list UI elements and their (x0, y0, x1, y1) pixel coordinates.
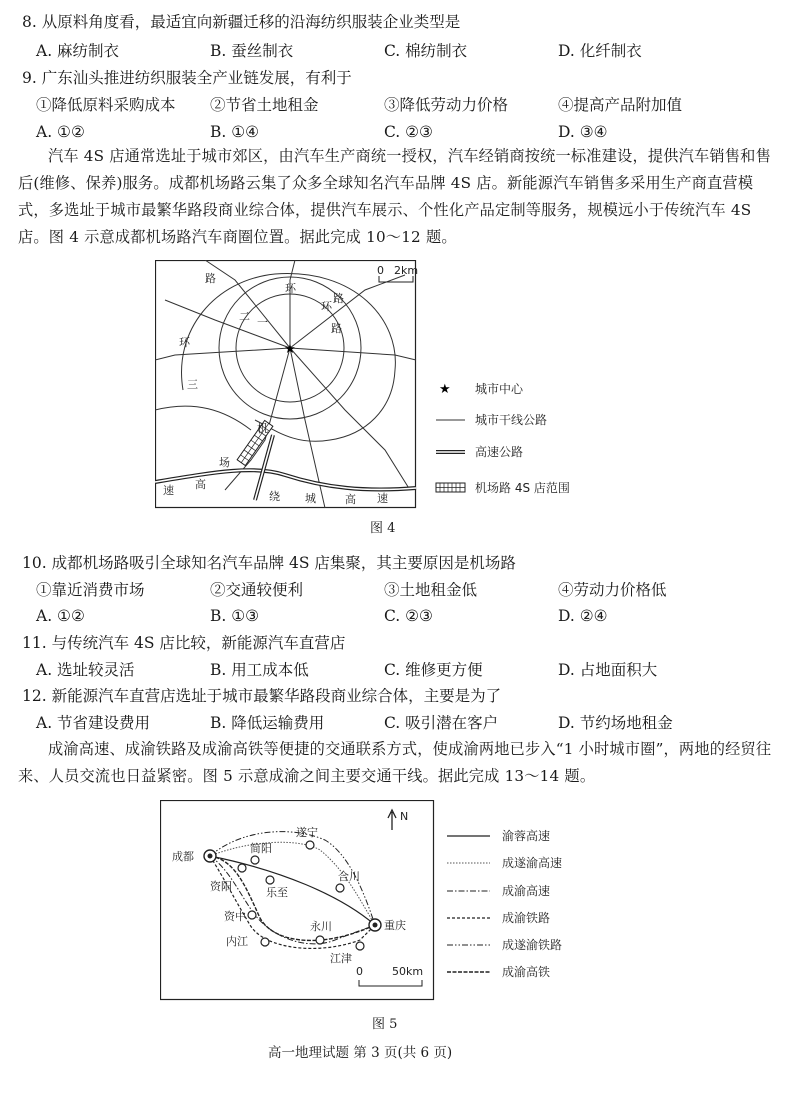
q11-option-b: B. 用工成本低 (210, 661, 309, 679)
road-label: 环 (285, 282, 296, 295)
q9-option-b: B. ①④ (210, 123, 260, 141)
road-label: 绕 (269, 490, 280, 503)
road-label: 高 (345, 493, 356, 506)
figure-4-caption: 图 4 (370, 521, 396, 536)
road-label: 路 (331, 322, 342, 335)
city-label: 资中 (224, 910, 246, 923)
q11-option-a: A. 选址较灵活 (36, 661, 135, 679)
legend-label: 机场路 4S 店范围 (475, 481, 570, 495)
q9-item-4: ④提高产品附加值 (558, 96, 683, 114)
city-label: 简阳 (250, 842, 272, 855)
city-center-icon: ★ (284, 342, 296, 357)
legend-label: 城市干线公路 (475, 413, 548, 427)
city-label: 内江 (226, 935, 248, 948)
city-label: 重庆 (384, 919, 406, 932)
scale-label: 50km (392, 965, 424, 978)
city-marker (261, 938, 269, 946)
legend-label: 高速公路 (475, 445, 524, 459)
q12-option-c: C. 吸引潜在客户 (384, 714, 499, 732)
q10-option-b: B. ①③ (210, 607, 260, 625)
legend-label: 成渝高铁 (502, 965, 551, 979)
road-label: 路 (205, 272, 216, 285)
q8-option-b: B. 蚕丝制衣 (210, 42, 294, 60)
legend-4s-zone-swatch (436, 483, 465, 492)
road-label: 三 (187, 378, 198, 391)
legend-label: 成遂渝铁路 (502, 938, 563, 952)
q9-option-c: C. ②③ (384, 123, 433, 141)
q9-option-d: D. ③④ (558, 123, 608, 141)
city-label: 合川 (338, 870, 360, 883)
legend-label: 城市中心 (475, 382, 524, 396)
scale-label: 2km (394, 264, 419, 277)
q9-item-2: ②节省土地租金 (210, 96, 319, 114)
q12-option-b: B. 降低运输费用 (210, 714, 325, 732)
road-label: 速 (163, 484, 174, 497)
figure-5-caption: 图 5 (372, 1017, 398, 1032)
q10-option-c: C. ②③ (384, 607, 433, 625)
city-label: 资阳 (210, 880, 232, 893)
q11-option-d: D. 占地面积大 (558, 661, 658, 679)
q8-option-c: C. 棉纺制衣 (384, 42, 468, 60)
scale-zero: 0 (356, 965, 363, 978)
q8-stem: 8. 从原料角度看，最适宜向新疆迁移的沿海纺织服装企业类型是 (22, 13, 461, 31)
q10-stem: 10. 成都机场路吸引全球知名汽车品牌 4S 店集聚，其主要原因是机场路 (22, 554, 516, 572)
road-label: 一 (257, 316, 268, 329)
figure-5-map (160, 800, 600, 1002)
legend-label: 成渝铁路 (502, 911, 551, 925)
road-label: 机 (257, 422, 268, 435)
legend-label: 成遂渝高速 (502, 856, 563, 870)
q12-option-a: A. 节省建设费用 (36, 714, 151, 732)
legend-label: 渝蓉高速 (502, 829, 551, 843)
city-marker (266, 876, 274, 884)
road-label: 二 (239, 310, 250, 323)
q10-option-d: D. ②④ (558, 607, 608, 625)
city-center-legend-icon: ★ (439, 382, 451, 397)
page-footer: 高一地理试题 第 3 页(共 6 页) (268, 1045, 453, 1061)
q10-item-2: ②交通较便利 (210, 581, 304, 599)
road-label: 路 (333, 292, 344, 305)
passage-chengyu-transport: 成渝高速、成渝铁路及成渝高铁等便捷的交通联系方式，使成渝两地已步入“1 小时城市圈”，两地的经贸往来、人员交流也日益紧密。图 5 示意成渝之间主要交通干线。据此完成 13～14 题。 (18, 740, 772, 785)
q8-option-a: A. 麻纺制衣 (36, 42, 120, 60)
city-marker (336, 884, 344, 892)
north-label: N (400, 810, 409, 823)
passage-4s-stores: 汽车 4S 店通常选址于城市郊区，由汽车生产商统一授权，汽车经销商按统一标准建设，提供汽车销售和售后(维修、保养)服务。成都机场路云集了众多全球知名汽车品牌 4S 店。新能源汽车销售多采用生产商直营模式，多选址于城市最繁华路段商业综合体，提供汽车展示、个性化产品定制等服务，规模远小于传统汽车 4S 店。图 4 示意成都机场路汽车商圈位置。据此完成 10～12 题。 (18, 147, 771, 246)
city-marker (238, 864, 246, 872)
legend-label: 成渝高速 (502, 884, 551, 898)
scale-zero: 0 (377, 264, 384, 277)
city-marker (251, 856, 259, 864)
q12-option-d: D. 节约场地租金 (558, 714, 673, 732)
q9-item-1: ①降低原料采购成本 (36, 96, 176, 114)
q11-stem: 11. 与传统汽车 4S 店比较，新能源汽车直营店 (22, 634, 346, 652)
road-label: 环 (179, 336, 190, 349)
q9-stem: 9. 广东汕头推进纺织服装全产业链发展，有利于 (22, 69, 352, 87)
figure-4-map (155, 260, 605, 510)
city-marker (306, 841, 314, 849)
q10-item-1: ①靠近消费市场 (36, 581, 145, 599)
road-label: 场 (219, 456, 230, 469)
city-label: 乐至 (266, 886, 288, 899)
q10-item-4: ④劳动力价格低 (558, 581, 667, 599)
city-label: 成都 (172, 850, 194, 863)
road-label: 环 (321, 300, 332, 313)
city-label: 遂宁 (296, 826, 318, 839)
city-marker (316, 936, 324, 944)
q9-item-3: ③降低劳动力价格 (384, 96, 509, 114)
q12-stem: 12. 新能源汽车直营店选址于城市最繁华路段商业综合体，主要是为了 (22, 687, 502, 705)
road-label: 高 (195, 478, 206, 491)
q11-option-c: C. 维修更方便 (384, 661, 483, 679)
q8-option-d: D. 化纤制衣 (558, 42, 642, 60)
city-marker (248, 911, 256, 919)
city-label: 永川 (310, 920, 332, 933)
road-label: 城 (305, 492, 316, 505)
q10-option-a: A. ①② (36, 607, 85, 625)
city-marker (356, 942, 364, 950)
road-label: 速 (377, 492, 388, 505)
q10-item-3: ③土地租金低 (384, 581, 478, 599)
q9-option-a: A. ①② (36, 123, 85, 141)
city-label: 江津 (330, 952, 352, 965)
